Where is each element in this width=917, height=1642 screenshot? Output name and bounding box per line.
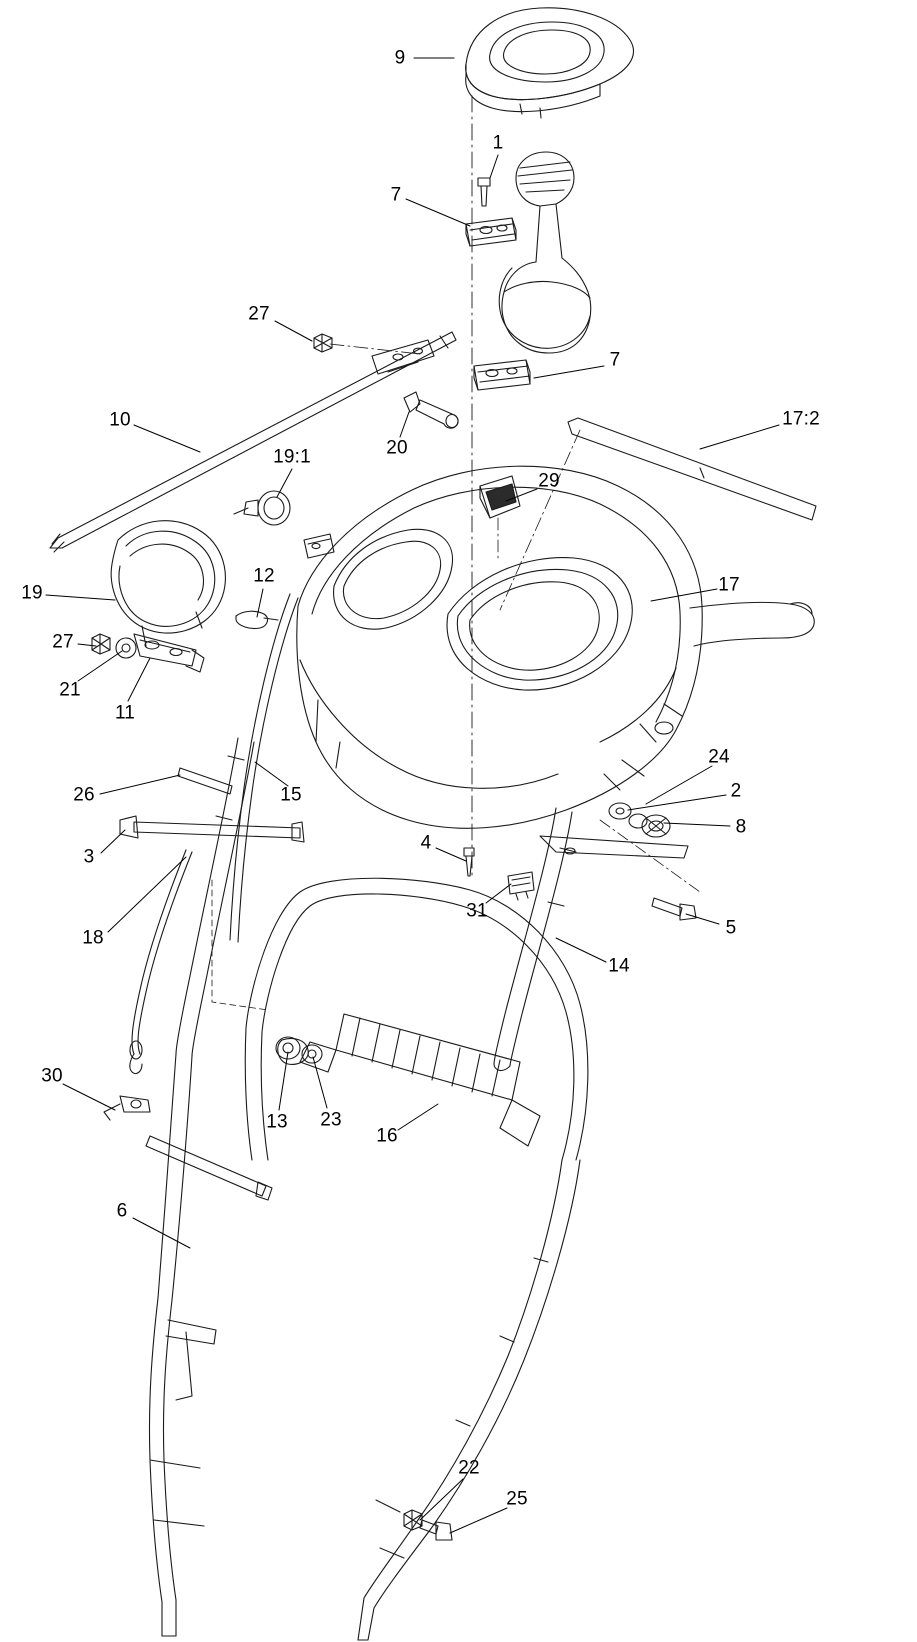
- callout-25: 25: [506, 1488, 528, 1510]
- callout-19: 19: [21, 582, 43, 604]
- callout-11: 11: [114, 702, 136, 724]
- shift-lever-assembly: [499, 152, 590, 353]
- callout-2: 2: [730, 780, 742, 802]
- handle-plate-right: [540, 836, 688, 858]
- callout-4: 4: [420, 832, 432, 854]
- leader-line-18: [108, 857, 186, 932]
- callout-6: 6: [116, 1200, 128, 1222]
- part-27-nut-upper: [314, 334, 332, 352]
- callout-23: 23: [320, 1109, 342, 1131]
- leader-line-2: [628, 795, 726, 810]
- part-12-clip: [236, 611, 278, 628]
- part-6-lower-left-handle: [149, 1054, 216, 1636]
- callout-17: 17: [718, 574, 740, 596]
- shroud-right-arm: [690, 602, 814, 646]
- part-3-bolt: [120, 816, 304, 842]
- callout-21: 21: [59, 679, 81, 701]
- callout-27b: 27: [52, 631, 74, 653]
- part-24-washer: [609, 803, 631, 819]
- part-17-2-trim: [568, 418, 816, 520]
- leader-line-6: [133, 1218, 190, 1248]
- callout-13: 13: [266, 1111, 288, 1133]
- leader-line-27b: [78, 644, 96, 646]
- leader-line-25: [450, 1508, 507, 1533]
- callout-18: 18: [82, 927, 104, 949]
- leader-line-21: [78, 651, 122, 681]
- callout-10: 10: [109, 409, 131, 431]
- lower-right-handle: [358, 1160, 580, 1640]
- leader-line-19:1: [277, 469, 292, 497]
- callout-26: 26: [73, 784, 95, 806]
- callout-31: 31: [466, 900, 488, 922]
- callout-3: 3: [83, 846, 95, 868]
- callout-29: 29: [538, 470, 560, 492]
- leader-line-30: [63, 1084, 115, 1110]
- part-15-left-tube: [176, 738, 254, 1056]
- leader-line-17: [651, 589, 717, 601]
- callout-27a: 27: [248, 303, 270, 325]
- callout-7b: 7: [609, 349, 621, 371]
- part-7-clamp-upper: [466, 218, 516, 246]
- callout-15: 15: [280, 784, 302, 806]
- callout-9: 9: [394, 47, 406, 69]
- leader-line-8: [664, 823, 730, 826]
- leader-line-26: [100, 775, 180, 794]
- leader-line-3: [101, 830, 125, 853]
- part-1-screw: [478, 178, 490, 206]
- callout-30: 30: [41, 1065, 63, 1087]
- leader-line-7a: [406, 199, 470, 226]
- leader-line-1: [490, 155, 498, 178]
- part-2-spacer: [629, 814, 647, 828]
- leader-line-19: [46, 595, 115, 600]
- part-4-screw: [464, 848, 474, 876]
- callout-12: 12: [253, 565, 275, 587]
- part-17-handle-shroud: [297, 466, 702, 828]
- callout-16: 16: [376, 1125, 398, 1147]
- leader-line-13: [279, 1052, 288, 1110]
- part-21-washer: [116, 638, 136, 658]
- lower-rod: [146, 1136, 272, 1200]
- leader-line-7b: [534, 366, 604, 378]
- leader-line-15: [255, 762, 288, 786]
- leader-line-27a: [275, 321, 312, 341]
- callout-20: 20: [386, 437, 408, 459]
- part-20-pin: [404, 392, 458, 428]
- callout-24: 24: [708, 746, 730, 768]
- callout-19:1: 19:1: [273, 446, 311, 468]
- part-8-knob: [642, 815, 670, 837]
- callout-7a: 7: [390, 184, 402, 206]
- leader-line-17:2: [700, 425, 779, 449]
- leader-line-4: [436, 848, 466, 861]
- callout-1: 1: [492, 132, 504, 154]
- part-18-cable: [130, 850, 192, 1074]
- leader-line-31: [486, 884, 511, 903]
- part-29-switch: [480, 476, 520, 518]
- part-26-rod: [178, 768, 232, 794]
- part-27-nut-lower: [92, 634, 110, 654]
- part-13-knob: [276, 1037, 300, 1059]
- leader-line-16: [398, 1104, 438, 1130]
- leader-line-10: [134, 425, 200, 452]
- leader-line-14: [556, 938, 606, 962]
- part-31-connector: [508, 872, 534, 900]
- part-5-bolt: [652, 898, 696, 920]
- callout-5: 5: [725, 917, 737, 939]
- callout-17:2: 17:2: [782, 408, 820, 430]
- leader-line-11: [128, 658, 150, 701]
- part-9-cap: [466, 8, 634, 118]
- part-23-washer: [302, 1045, 322, 1063]
- part-19-headlight: [111, 521, 225, 646]
- part-14-right-tube: [494, 808, 576, 1070]
- part-19-1-bulb: [234, 491, 290, 525]
- leader-line-23: [313, 1057, 327, 1108]
- leader-line-20: [400, 412, 409, 437]
- shroud-left-bracket: [304, 534, 334, 558]
- callout-14: 14: [608, 955, 630, 977]
- callout-22: 22: [458, 1457, 480, 1479]
- part-7-clamp-lower: [474, 360, 530, 390]
- callout-8: 8: [735, 816, 747, 838]
